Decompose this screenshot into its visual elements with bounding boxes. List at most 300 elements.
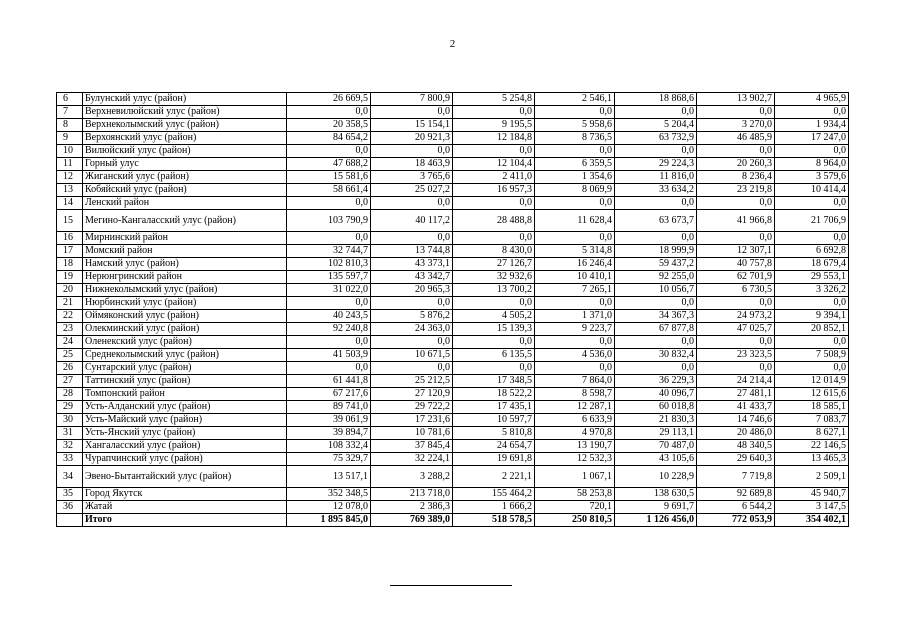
table-row bbox=[57, 501, 849, 514]
value-cell: 32 744,7 bbox=[287, 245, 371, 258]
value-cell: 17 348,5 bbox=[453, 375, 535, 388]
value-cell: 40 096,7 bbox=[615, 388, 697, 401]
value-cell: 2 411,0 bbox=[453, 171, 535, 184]
row-number: 24 bbox=[57, 336, 83, 349]
region-name: Мирнинский район bbox=[83, 232, 287, 245]
row-number: 17 bbox=[57, 245, 83, 258]
row-number: 8 bbox=[57, 119, 83, 132]
value-cell: 4 965,9 bbox=[775, 93, 849, 106]
value-cell: 4 970,8 bbox=[535, 427, 615, 440]
table-row bbox=[57, 145, 849, 158]
table-row bbox=[57, 310, 849, 323]
value-cell: 18 463,9 bbox=[371, 158, 453, 171]
value-cell: 15 581,6 bbox=[287, 171, 371, 184]
value-cell: 46 485,9 bbox=[697, 132, 775, 145]
region-name: Томпонский район bbox=[83, 388, 287, 401]
value-cell: 16 957,3 bbox=[453, 184, 535, 197]
value-cell: 41 966,8 bbox=[697, 210, 775, 232]
value-cell: 1 371,0 bbox=[535, 310, 615, 323]
value-cell: 3 288,2 bbox=[371, 466, 453, 488]
row-number bbox=[57, 514, 83, 527]
value-cell: 63 673,7 bbox=[615, 210, 697, 232]
row-number: 12 bbox=[57, 171, 83, 184]
value-cell: 13 190,7 bbox=[535, 440, 615, 453]
region-name: Верхнеколымский улус (район) bbox=[83, 119, 287, 132]
value-cell: 8 964,0 bbox=[775, 158, 849, 171]
value-cell: 5 958,6 bbox=[535, 119, 615, 132]
value-cell: 47 025,7 bbox=[697, 323, 775, 336]
row-number: 14 bbox=[57, 197, 83, 210]
value-cell: 352 348,5 bbox=[287, 488, 371, 501]
value-cell: 18 679,4 bbox=[775, 258, 849, 271]
value-cell: 0,0 bbox=[371, 336, 453, 349]
region-name: Чурапчинский улус (район) bbox=[83, 453, 287, 466]
value-cell: 20 921,3 bbox=[371, 132, 453, 145]
table-row bbox=[57, 284, 849, 297]
value-cell: 25 212,5 bbox=[371, 375, 453, 388]
value-cell: 0,0 bbox=[287, 232, 371, 245]
row-number: 10 bbox=[57, 145, 83, 158]
region-name: Таттинский улус (район) bbox=[83, 375, 287, 388]
value-cell: 0,0 bbox=[775, 197, 849, 210]
value-cell: 24 214,4 bbox=[697, 375, 775, 388]
value-cell: 1 354,6 bbox=[535, 171, 615, 184]
value-cell: 213 718,0 bbox=[371, 488, 453, 501]
value-cell: 28 488,8 bbox=[453, 210, 535, 232]
value-cell: 45 940,7 bbox=[775, 488, 849, 501]
value-cell: 12 078,0 bbox=[287, 501, 371, 514]
value-cell: 0,0 bbox=[535, 362, 615, 375]
value-cell: 26 669,5 bbox=[287, 93, 371, 106]
value-cell: 20 486,0 bbox=[697, 427, 775, 440]
value-cell: 0,0 bbox=[697, 106, 775, 119]
value-cell: 0,0 bbox=[775, 336, 849, 349]
value-cell: 8 430,0 bbox=[453, 245, 535, 258]
value-cell: 16 246,4 bbox=[535, 258, 615, 271]
value-cell: 0,0 bbox=[371, 106, 453, 119]
table-row bbox=[57, 488, 849, 501]
value-cell: 354 402,1 bbox=[775, 514, 849, 527]
value-cell: 20 260,3 bbox=[697, 158, 775, 171]
value-cell: 0,0 bbox=[697, 362, 775, 375]
row-number: 34 bbox=[57, 466, 83, 488]
value-cell: 29 553,1 bbox=[775, 271, 849, 284]
value-cell: 0,0 bbox=[615, 106, 697, 119]
region-name: Нижнеколымский улус (район) bbox=[83, 284, 287, 297]
region-name: Усть-Алданский улус (район) bbox=[83, 401, 287, 414]
table-row bbox=[57, 106, 849, 119]
value-cell: 2 386,3 bbox=[371, 501, 453, 514]
value-cell: 67 217,6 bbox=[287, 388, 371, 401]
row-number: 16 bbox=[57, 232, 83, 245]
value-cell: 6 692,8 bbox=[775, 245, 849, 258]
value-cell: 0,0 bbox=[615, 336, 697, 349]
budget-table bbox=[56, 92, 849, 527]
value-cell: 8 736,5 bbox=[535, 132, 615, 145]
value-cell: 17 435,1 bbox=[453, 401, 535, 414]
value-cell: 9 223,7 bbox=[535, 323, 615, 336]
value-cell: 12 287,1 bbox=[535, 401, 615, 414]
value-cell: 1 666,2 bbox=[453, 501, 535, 514]
value-cell: 7 265,1 bbox=[535, 284, 615, 297]
value-cell: 14 746,6 bbox=[697, 414, 775, 427]
value-cell: 92 240,8 bbox=[287, 323, 371, 336]
row-number: 6 bbox=[57, 93, 83, 106]
value-cell: 60 018,8 bbox=[615, 401, 697, 414]
region-name: Сунтарский улус (район) bbox=[83, 362, 287, 375]
region-name: Нюрбинский улус (район) bbox=[83, 297, 287, 310]
value-cell: 108 332,4 bbox=[287, 440, 371, 453]
value-cell: 18 522,2 bbox=[453, 388, 535, 401]
value-cell: 11 628,4 bbox=[535, 210, 615, 232]
table-row bbox=[57, 349, 849, 362]
table-row bbox=[57, 336, 849, 349]
row-number: 11 bbox=[57, 158, 83, 171]
row-number: 25 bbox=[57, 349, 83, 362]
region-name: Усть-Янский улус (район) bbox=[83, 427, 287, 440]
value-cell: 0,0 bbox=[535, 336, 615, 349]
value-cell: 3 765,6 bbox=[371, 171, 453, 184]
row-number: 18 bbox=[57, 258, 83, 271]
region-name: Хангаласский улус (район) bbox=[83, 440, 287, 453]
value-cell: 0,0 bbox=[371, 232, 453, 245]
value-cell: 0,0 bbox=[615, 145, 697, 158]
value-cell: 12 615,6 bbox=[775, 388, 849, 401]
value-cell: 10 228,9 bbox=[615, 466, 697, 488]
table-row bbox=[57, 388, 849, 401]
table-row bbox=[57, 427, 849, 440]
value-cell: 0,0 bbox=[775, 362, 849, 375]
region-name: Усть-Майский улус (район) bbox=[83, 414, 287, 427]
value-cell: 13 902,7 bbox=[697, 93, 775, 106]
value-cell: 3 147,5 bbox=[775, 501, 849, 514]
value-cell: 0,0 bbox=[287, 197, 371, 210]
region-name: Нерюнгринский район bbox=[83, 271, 287, 284]
value-cell: 41 503,9 bbox=[287, 349, 371, 362]
value-cell: 27 126,7 bbox=[453, 258, 535, 271]
region-name: Город Якутск bbox=[83, 488, 287, 501]
row-number: 27 bbox=[57, 375, 83, 388]
value-cell: 6 544,2 bbox=[697, 501, 775, 514]
table-row bbox=[57, 362, 849, 375]
value-cell: 0,0 bbox=[453, 106, 535, 119]
value-cell: 720,1 bbox=[535, 501, 615, 514]
value-cell: 0,0 bbox=[287, 362, 371, 375]
value-cell: 30 832,4 bbox=[615, 349, 697, 362]
table-row bbox=[57, 375, 849, 388]
value-cell: 10 056,7 bbox=[615, 284, 697, 297]
value-cell: 36 229,3 bbox=[615, 375, 697, 388]
value-cell: 1 934,4 bbox=[775, 119, 849, 132]
value-cell: 7 083,7 bbox=[775, 414, 849, 427]
value-cell: 89 741,0 bbox=[287, 401, 371, 414]
value-cell: 47 688,2 bbox=[287, 158, 371, 171]
value-cell: 20 965,3 bbox=[371, 284, 453, 297]
value-cell: 7 508,9 bbox=[775, 349, 849, 362]
value-cell: 12 014,9 bbox=[775, 375, 849, 388]
region-name: Олекминский улус (район) bbox=[83, 323, 287, 336]
value-cell: 102 810,3 bbox=[287, 258, 371, 271]
value-cell: 63 732,9 bbox=[615, 132, 697, 145]
value-cell: 19 691,8 bbox=[453, 453, 535, 466]
value-cell: 10 410,1 bbox=[535, 271, 615, 284]
row-number: 28 bbox=[57, 388, 83, 401]
value-cell: 1 895 845,0 bbox=[287, 514, 371, 527]
value-cell: 1 126 456,0 bbox=[615, 514, 697, 527]
value-cell: 138 630,5 bbox=[615, 488, 697, 501]
value-cell: 0,0 bbox=[697, 336, 775, 349]
value-cell: 15 139,3 bbox=[453, 323, 535, 336]
region-name: Среднеколымский улус (район) bbox=[83, 349, 287, 362]
row-number: 13 bbox=[57, 184, 83, 197]
value-cell: 70 487,0 bbox=[615, 440, 697, 453]
row-number: 21 bbox=[57, 297, 83, 310]
value-cell: 29 224,3 bbox=[615, 158, 697, 171]
value-cell: 5 204,4 bbox=[615, 119, 697, 132]
table-row bbox=[57, 440, 849, 453]
value-cell: 61 441,8 bbox=[287, 375, 371, 388]
value-cell: 58 661,4 bbox=[287, 184, 371, 197]
table-row bbox=[57, 401, 849, 414]
value-cell: 40 757,8 bbox=[697, 258, 775, 271]
value-cell: 43 342,7 bbox=[371, 271, 453, 284]
region-name: Кобяйский улус (район) bbox=[83, 184, 287, 197]
row-number: 26 bbox=[57, 362, 83, 375]
value-cell: 29 113,1 bbox=[615, 427, 697, 440]
value-cell: 103 790,9 bbox=[287, 210, 371, 232]
value-cell: 6 135,5 bbox=[453, 349, 535, 362]
table-row bbox=[57, 466, 849, 488]
value-cell: 0,0 bbox=[697, 297, 775, 310]
value-cell: 18 868,6 bbox=[615, 93, 697, 106]
value-cell: 0,0 bbox=[535, 106, 615, 119]
table-row bbox=[57, 93, 849, 106]
footnote-separator bbox=[390, 585, 512, 586]
value-cell: 3 579,6 bbox=[775, 171, 849, 184]
region-name: Горный улус bbox=[83, 158, 287, 171]
region-name: Намский улус (район) bbox=[83, 258, 287, 271]
value-cell: 3 270,0 bbox=[697, 119, 775, 132]
value-cell: 20 852,1 bbox=[775, 323, 849, 336]
value-cell: 0,0 bbox=[775, 232, 849, 245]
row-number: 15 bbox=[57, 210, 83, 232]
value-cell: 2 221,1 bbox=[453, 466, 535, 488]
row-number: 9 bbox=[57, 132, 83, 145]
table-row bbox=[57, 171, 849, 184]
value-cell: 0,0 bbox=[453, 297, 535, 310]
value-cell: 0,0 bbox=[535, 297, 615, 310]
value-cell: 6 633,9 bbox=[535, 414, 615, 427]
value-cell: 10 414,4 bbox=[775, 184, 849, 197]
row-number: 19 bbox=[57, 271, 83, 284]
value-cell: 32 932,6 bbox=[453, 271, 535, 284]
value-cell: 155 464,2 bbox=[453, 488, 535, 501]
value-cell: 5 314,8 bbox=[535, 245, 615, 258]
value-cell: 8 598,7 bbox=[535, 388, 615, 401]
value-cell: 8 236,4 bbox=[697, 171, 775, 184]
value-cell: 18 999,9 bbox=[615, 245, 697, 258]
value-cell: 5 810,8 bbox=[453, 427, 535, 440]
value-cell: 0,0 bbox=[615, 297, 697, 310]
value-cell: 2 509,1 bbox=[775, 466, 849, 488]
value-cell: 0,0 bbox=[371, 197, 453, 210]
value-cell: 23 323,5 bbox=[697, 349, 775, 362]
region-name: Ленский район bbox=[83, 197, 287, 210]
value-cell: 20 358,5 bbox=[287, 119, 371, 132]
value-cell: 32 224,1 bbox=[371, 453, 453, 466]
value-cell: 33 634,2 bbox=[615, 184, 697, 197]
value-cell: 24 654,7 bbox=[453, 440, 535, 453]
value-cell: 0,0 bbox=[697, 145, 775, 158]
value-cell: 12 104,4 bbox=[453, 158, 535, 171]
value-cell: 10 781,6 bbox=[371, 427, 453, 440]
value-cell: 40 117,2 bbox=[371, 210, 453, 232]
row-number: 32 bbox=[57, 440, 83, 453]
value-cell: 29 640,3 bbox=[697, 453, 775, 466]
value-cell: 0,0 bbox=[535, 232, 615, 245]
value-cell: 0,0 bbox=[775, 145, 849, 158]
value-cell: 39 061,9 bbox=[287, 414, 371, 427]
value-cell: 15 154,1 bbox=[371, 119, 453, 132]
value-cell: 41 433,7 bbox=[697, 401, 775, 414]
value-cell: 10 671,5 bbox=[371, 349, 453, 362]
value-cell: 9 691,7 bbox=[615, 501, 697, 514]
table-row bbox=[57, 297, 849, 310]
page-number: 2 bbox=[449, 38, 456, 50]
value-cell: 8 627,1 bbox=[775, 427, 849, 440]
row-number: 7 bbox=[57, 106, 83, 119]
table-row bbox=[57, 323, 849, 336]
row-number: 23 bbox=[57, 323, 83, 336]
value-cell: 21 830,3 bbox=[615, 414, 697, 427]
value-cell: 0,0 bbox=[287, 106, 371, 119]
value-cell: 0,0 bbox=[453, 362, 535, 375]
value-cell: 43 105,6 bbox=[615, 453, 697, 466]
table-row bbox=[57, 158, 849, 171]
value-cell: 0,0 bbox=[287, 145, 371, 158]
row-number: 22 bbox=[57, 310, 83, 323]
value-cell: 43 373,1 bbox=[371, 258, 453, 271]
value-cell: 31 022,0 bbox=[287, 284, 371, 297]
value-cell: 5 876,2 bbox=[371, 310, 453, 323]
region-name: Оймяконский улус (район) bbox=[83, 310, 287, 323]
value-cell: 0,0 bbox=[371, 145, 453, 158]
value-cell: 9 394,1 bbox=[775, 310, 849, 323]
value-cell: 34 367,3 bbox=[615, 310, 697, 323]
value-cell: 0,0 bbox=[535, 197, 615, 210]
value-cell: 0,0 bbox=[775, 106, 849, 119]
value-cell: 0,0 bbox=[615, 362, 697, 375]
row-number: 29 bbox=[57, 401, 83, 414]
value-cell: 39 894,7 bbox=[287, 427, 371, 440]
value-cell: 0,0 bbox=[535, 145, 615, 158]
value-cell: 40 243,5 bbox=[287, 310, 371, 323]
value-cell: 24 363,0 bbox=[371, 323, 453, 336]
row-number: 35 bbox=[57, 488, 83, 501]
row-number: 36 bbox=[57, 501, 83, 514]
value-cell: 8 069,9 bbox=[535, 184, 615, 197]
table-row bbox=[57, 132, 849, 145]
value-cell: 135 597,7 bbox=[287, 271, 371, 284]
value-cell: 1 067,1 bbox=[535, 466, 615, 488]
value-cell: 92 255,0 bbox=[615, 271, 697, 284]
table-total-row bbox=[57, 514, 849, 527]
value-cell: 58 253,8 bbox=[535, 488, 615, 501]
value-cell: 518 578,5 bbox=[453, 514, 535, 527]
value-cell: 27 120,9 bbox=[371, 388, 453, 401]
value-cell: 0,0 bbox=[697, 232, 775, 245]
value-cell: 21 706,9 bbox=[775, 210, 849, 232]
region-name: Верхневилюйский улус (район) bbox=[83, 106, 287, 119]
value-cell: 0,0 bbox=[697, 197, 775, 210]
value-cell: 23 219,8 bbox=[697, 184, 775, 197]
value-cell: 6 730,5 bbox=[697, 284, 775, 297]
table-row bbox=[57, 245, 849, 258]
value-cell: 17 231,6 bbox=[371, 414, 453, 427]
table-row bbox=[57, 210, 849, 232]
value-cell: 92 689,8 bbox=[697, 488, 775, 501]
table-row bbox=[57, 414, 849, 427]
value-cell: 13 517,1 bbox=[287, 466, 371, 488]
value-cell: 7 800,9 bbox=[371, 93, 453, 106]
value-cell: 62 701,9 bbox=[697, 271, 775, 284]
value-cell: 24 973,2 bbox=[697, 310, 775, 323]
value-cell: 9 195,5 bbox=[453, 119, 535, 132]
value-cell: 0,0 bbox=[371, 297, 453, 310]
value-cell: 0,0 bbox=[615, 197, 697, 210]
table-row bbox=[57, 232, 849, 245]
value-cell: 0,0 bbox=[453, 197, 535, 210]
value-cell: 0,0 bbox=[287, 336, 371, 349]
value-cell: 12 307,1 bbox=[697, 245, 775, 258]
table-row bbox=[57, 258, 849, 271]
value-cell: 10 597,7 bbox=[453, 414, 535, 427]
value-cell: 29 722,2 bbox=[371, 401, 453, 414]
table-row bbox=[57, 271, 849, 284]
value-cell: 4 536,0 bbox=[535, 349, 615, 362]
value-cell: 4 505,2 bbox=[453, 310, 535, 323]
value-cell: 3 326,2 bbox=[775, 284, 849, 297]
table-row bbox=[57, 197, 849, 210]
value-cell: 59 437,2 bbox=[615, 258, 697, 271]
value-cell: 769 389,0 bbox=[371, 514, 453, 527]
region-name: Оленекский улус (район) bbox=[83, 336, 287, 349]
row-number: 31 bbox=[57, 427, 83, 440]
region-name: Итого bbox=[83, 514, 287, 527]
value-cell: 67 877,8 bbox=[615, 323, 697, 336]
value-cell: 11 816,0 bbox=[615, 171, 697, 184]
value-cell: 12 184,8 bbox=[453, 132, 535, 145]
value-cell: 772 053,9 bbox=[697, 514, 775, 527]
region-name: Булунский улус (район) bbox=[83, 93, 287, 106]
value-cell: 18 585,1 bbox=[775, 401, 849, 414]
value-cell: 13 744,8 bbox=[371, 245, 453, 258]
value-cell: 5 254,8 bbox=[453, 93, 535, 106]
region-name: Эвено-Бытантайский улус (район) bbox=[83, 466, 287, 488]
value-cell: 6 359,5 bbox=[535, 158, 615, 171]
region-name: Мегино-Кангаласский улус (район) bbox=[83, 210, 287, 232]
value-cell: 48 340,5 bbox=[697, 440, 775, 453]
value-cell: 12 532,3 bbox=[535, 453, 615, 466]
region-name: Жатай bbox=[83, 501, 287, 514]
value-cell: 17 247,0 bbox=[775, 132, 849, 145]
value-cell: 22 146,5 bbox=[775, 440, 849, 453]
value-cell: 7 864,0 bbox=[535, 375, 615, 388]
value-cell: 0,0 bbox=[287, 297, 371, 310]
table-row bbox=[57, 453, 849, 466]
value-cell: 13 700,2 bbox=[453, 284, 535, 297]
table-row bbox=[57, 119, 849, 132]
